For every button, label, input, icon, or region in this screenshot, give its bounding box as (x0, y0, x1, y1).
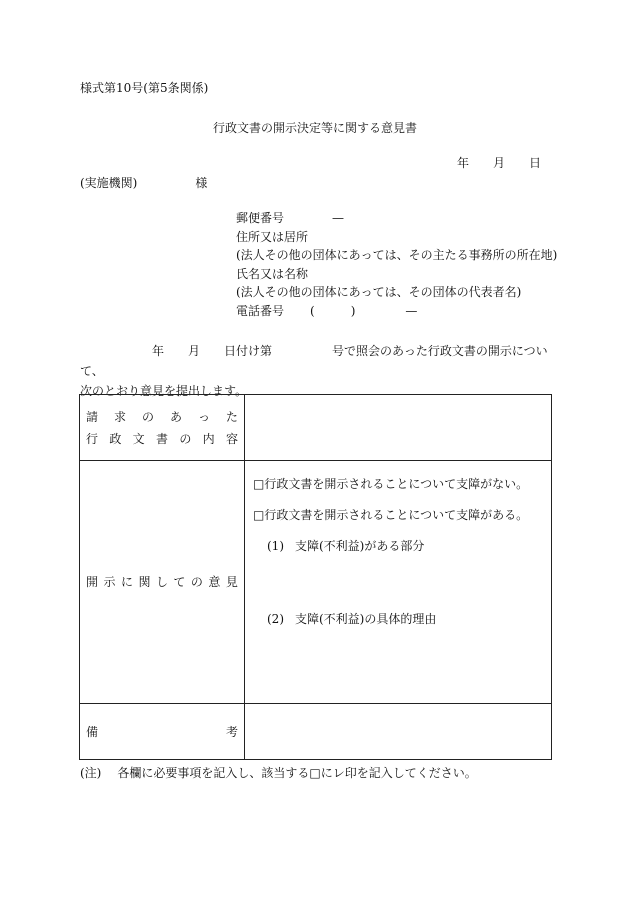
label-char: あ (169, 409, 182, 424)
label-line-2 (86, 428, 238, 450)
date-day: 日 (529, 156, 542, 170)
postal-code-label: 郵便番号 (236, 211, 285, 225)
table-row-opinion (80, 461, 552, 704)
label-char: 求 (113, 409, 126, 424)
label-char: 請 (86, 409, 99, 424)
date-year: 年 (457, 156, 470, 170)
phone-dash: — (405, 303, 418, 318)
applicant-block (236, 209, 557, 320)
label-line (86, 571, 238, 593)
sub-item-1-text: 支障(不利益)がある部分 (295, 539, 425, 553)
phone-label: 電話番号 (236, 303, 285, 318)
remarks-field[interactable] (245, 704, 552, 760)
body-text (80, 341, 550, 401)
label-char: 備 (86, 724, 99, 739)
footnote-text: 各欄に必要事項を記入し、該当する□にレ印を記入してください。 (117, 766, 477, 780)
body-line-1: 年 月 日付け第 号で照会のあった行政文書の開示について、 (80, 344, 548, 378)
name-label: 氏名又は名称 (236, 266, 309, 281)
addressee (80, 176, 207, 191)
sub-item-1-number: (1) (267, 539, 284, 553)
label-char: っ (197, 409, 210, 424)
label-char: 開 (86, 575, 99, 589)
label-char: た (225, 409, 238, 424)
option-objection[interactable]: □行政文書を開示されることについて支障がある。 (253, 508, 529, 522)
label-char: 行 (86, 431, 99, 446)
phone-paren: ( ) (310, 303, 356, 318)
requested-document-label (80, 395, 245, 461)
label-char: 書 (155, 431, 168, 446)
label-char: 考 (225, 724, 238, 739)
label-char: 容 (225, 431, 238, 446)
label-char: 関 (138, 575, 151, 589)
remarks-label (80, 704, 245, 760)
label-line-1 (86, 406, 238, 428)
label-char: 示 (103, 575, 116, 589)
label-line (86, 721, 238, 743)
table-row-document (80, 395, 552, 461)
label-char: の (179, 431, 192, 446)
sub-item-2 (267, 612, 543, 627)
label-char: 見 (225, 575, 238, 589)
opinion-label (80, 461, 245, 704)
option-no-objection[interactable]: □行政文書を開示されることについて支障がない。 (253, 477, 529, 491)
requested-document-field[interactable] (245, 395, 552, 461)
phone-line (236, 302, 557, 321)
date-line (457, 156, 541, 171)
sub-item-2-text: 支障(不利益)の具体的理由 (295, 612, 437, 626)
body-line-2: 次のとおり意見を提出します。 (80, 384, 248, 398)
footnote-prefix: (注) (80, 766, 102, 780)
address-label: 住所又は居所 (236, 229, 309, 244)
address-note: (法人その他の団体にあっては、その主たる事務所の所在地) (236, 248, 558, 262)
label-char: し (155, 575, 168, 589)
label-char: て (173, 575, 186, 589)
opinion-field (245, 461, 552, 704)
label-char: に (120, 575, 133, 589)
label-char: 内 (202, 431, 215, 446)
addressee-honorific: 様 (195, 176, 208, 190)
opinion-table (79, 394, 552, 760)
postal-code-dash: — (332, 211, 345, 225)
label-char: 意 (208, 575, 221, 589)
label-char: 政 (109, 431, 122, 446)
date-month: 月 (493, 156, 506, 170)
label-char: の (141, 409, 154, 424)
sub-item-1 (267, 539, 543, 554)
sub-item-2-number: (2) (267, 612, 284, 626)
name-note: (法人その他の団体にあっては、その団体の代表者名) (236, 285, 522, 299)
addressee-org: (実施機関) (80, 176, 138, 190)
label-char: の (190, 575, 203, 589)
postal-code-line (236, 209, 557, 228)
footnote (80, 766, 477, 781)
label-char: 文 (132, 431, 145, 446)
form-number: 様式第10号(第5条関係) (80, 81, 209, 95)
document-title: 行政文書の開示決定等に関する意見書 (212, 121, 417, 135)
table-row-remarks (80, 704, 552, 760)
